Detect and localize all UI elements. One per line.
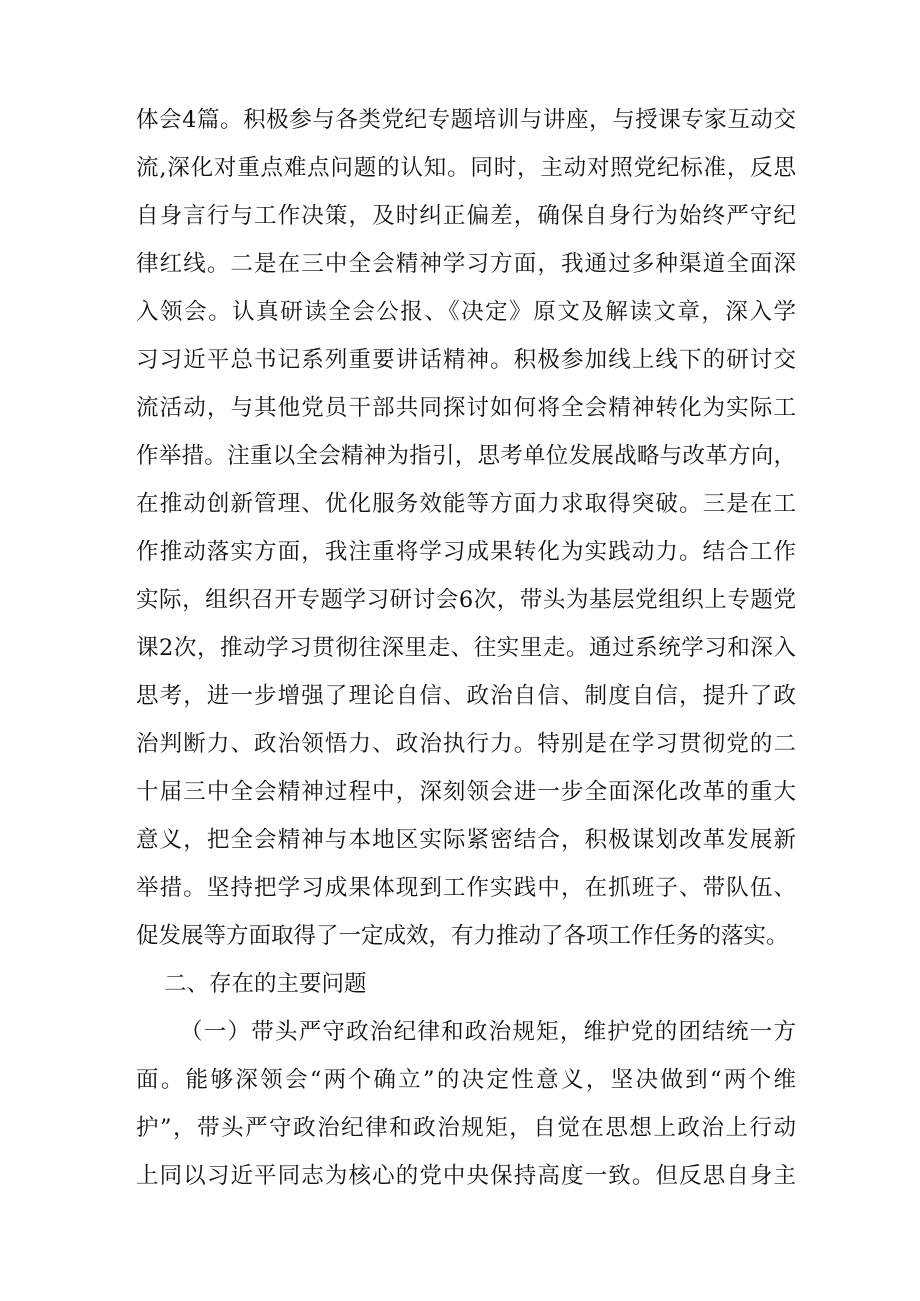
paragraph-line: 入领会。认真研读全会公报、《决定》原文及解读文章，深入学	[136, 299, 796, 325]
paragraph-line: 流,深化对重点难点问题的认知。同时，主动对照党纪标准，反思	[136, 155, 796, 181]
paragraph-line: 意义，把全会精神与本地区实际紧密结合，积极谋划改革发展新	[136, 827, 796, 853]
paragraph-line: 护”，带头严守政治纪律和政治规矩，自觉在思想上政治上行动	[136, 1115, 796, 1141]
paragraph-line: 自身言行与工作决策，及时纠正偏差，确保自身行为始终严守纪	[136, 203, 796, 229]
paragraph-line: 在推动创新管理、优化服务效能等方面力求取得突破。三是在工	[136, 491, 796, 517]
paragraph-line: 实际，组织召开专题学习研讨会6次，带头为基层党组织上专题党	[136, 587, 796, 613]
paragraph-line: 习习近平总书记系列重要讲话精神。积极参加线上线下的研讨交	[136, 347, 796, 373]
paragraph-line: 律红线。二是在三中全会精神学习方面，我通过多种渠道全面深	[136, 251, 796, 277]
paragraph-line: 体会4篇。积极参与各类党纪专题培训与讲座，与授课专家互动交	[136, 107, 796, 133]
paragraph-study-results	[136, 96, 796, 960]
paragraph-line: （一）带头严守政治纪律和政治规矩，维护党的团结统一方	[180, 1019, 796, 1045]
paragraph-line: 上同以习近平同志为核心的党中央保持高度一致。但反思自身主	[136, 1163, 796, 1189]
paragraph-line: 作举措。注重以全会精神为指引，思考单位发展战略与改革方向，	[136, 443, 796, 469]
paragraph-line: 举措。坚持把学习成果体现到工作实践中，在抓班子、带队伍、	[136, 875, 796, 901]
paragraph-line: 促发展等方面取得了一定成效，有力推动了各项工作任务的落实。	[136, 923, 789, 949]
document-body	[136, 96, 796, 1200]
paragraph-line: 思考，进一步增强了理论自信、政治自信、制度自信，提升了政	[136, 683, 796, 709]
paragraph-line: 流活动，与其他党员干部共同探讨如何将全会精神转化为实际工	[136, 395, 796, 421]
paragraph-line: 面。能够深领会“两个确立”的决定性意义，坚决做到“两个维	[136, 1067, 796, 1093]
paragraph-line: 作推动落实方面，我注重将学习成果转化为实践动力。结合工作	[136, 539, 796, 565]
paragraph-line: 课2次，推动学习贯彻往深里走、往实里走。通过系统学习和深入	[136, 635, 796, 661]
section-heading: 二、存在的主要问题	[164, 971, 367, 997]
paragraph-political-discipline	[136, 1008, 796, 1200]
paragraph-line: 十届三中全会精神过程中，深刻领会进一步全面深化改革的重大	[136, 779, 796, 805]
paragraph-line: 治判断力、政治领悟力、政治执行力。特别是在学习贯彻党的二	[136, 731, 796, 757]
